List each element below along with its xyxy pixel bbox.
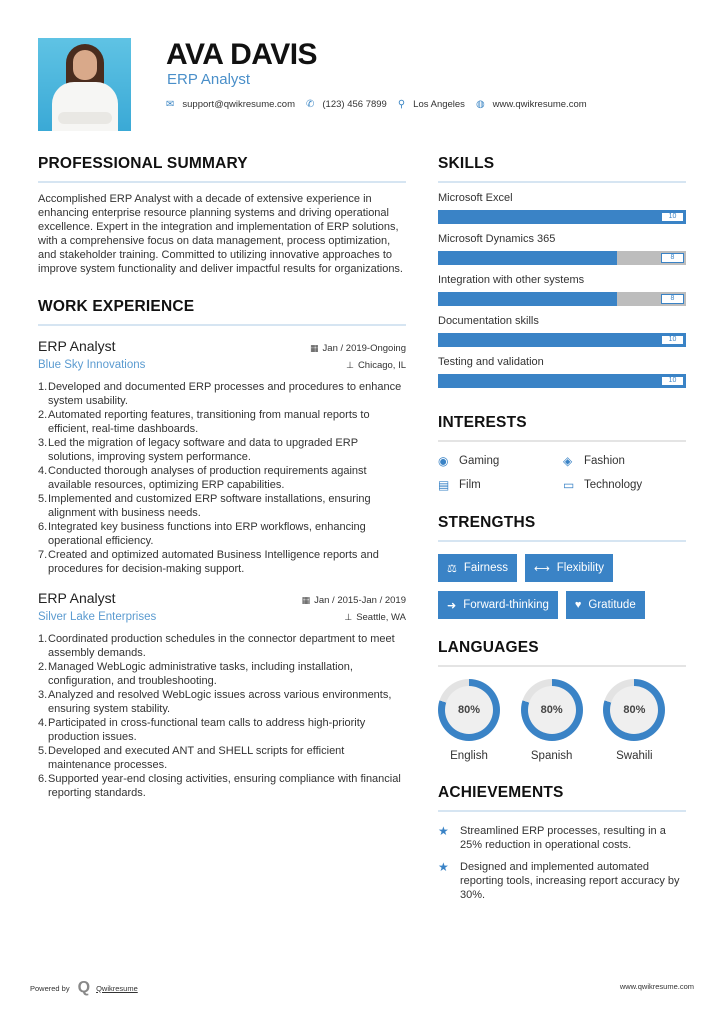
job-title: ERP Analyst: [38, 338, 116, 354]
contact-email[interactable]: support@qwikresume.com: [182, 99, 295, 110]
balance-scale-icon: ⚖: [447, 562, 457, 575]
section-title: STRENGTHS: [438, 514, 536, 531]
skill-item: [438, 274, 686, 306]
skill-bar: [438, 251, 686, 265]
progress-ring: 80%: [603, 679, 665, 741]
company-name: Blue Sky Innovations: [38, 359, 146, 371]
section-title: PROFESSIONAL SUMMARY: [38, 155, 248, 172]
company-name: Silver Lake Enterprises: [38, 611, 157, 623]
list-item: 1. Coordinated production schedules in the connector department to meet assembly demands.: [38, 633, 395, 659]
strength-chip: ⚖ Fairness: [438, 554, 517, 582]
list-item: 2. Automated reporting features, transitioning from manual reports to efficient, real-time dashboards.: [38, 409, 370, 435]
section-title: ACHIEVEMENTS: [438, 784, 564, 801]
section-divider: [438, 440, 686, 442]
skill-bar: [438, 333, 686, 347]
achievement-item: ★ Designed and implemented automated reporting tools, increasing report accuracy by 30%.: [438, 860, 680, 901]
skill-value: 10: [661, 212, 684, 222]
list-item: 6. Integrated key business functions into ERP workflows, enhancing operational efficiency.: [38, 521, 366, 547]
interests-section: [438, 414, 686, 492]
skill-item: [438, 233, 686, 265]
skill-label: Integration with other systems: [438, 274, 585, 286]
skill-value: 10: [661, 335, 684, 345]
calendar-icon: ▦: [301, 595, 311, 605]
progress-ring: 80%: [521, 679, 583, 741]
arrows-horizontal-icon: ⟷: [533, 562, 550, 575]
language-item: [438, 679, 521, 762]
job-location: Chicago, IL: [357, 360, 406, 371]
contact-website[interactable]: www.qwikresume.com: [492, 99, 587, 110]
profile-photo: [38, 38, 131, 131]
candidate-role: ERP Analyst: [167, 71, 251, 88]
list-item: 2. Managed WebLogic administrative tasks, including installation, configuration, and troubleshooting.: [38, 661, 353, 687]
skill-label: Testing and validation: [438, 356, 544, 368]
list-item: 6. Supported year-end closing activities, ensuring compliance with financial reporting standards.: [38, 773, 401, 799]
job-entry: [38, 338, 406, 576]
star-icon: ★: [438, 860, 449, 874]
star-icon: ★: [438, 824, 449, 838]
strength-chip: ➜ Forward-thinking: [438, 591, 558, 619]
achievements-section: [438, 784, 686, 902]
film-icon: ▤: [438, 478, 450, 492]
duty-list: [38, 632, 406, 800]
pushpin-icon: ⊥: [346, 360, 354, 370]
shopping-bag-icon: ◈: [563, 454, 573, 468]
contact-phone[interactable]: (123) 456 7899: [322, 99, 387, 110]
gamepad-icon: ◉: [438, 454, 449, 468]
skill-value: 10: [661, 376, 684, 386]
section-divider: [438, 540, 686, 542]
qwikresume-logo-icon: Q: [77, 979, 91, 996]
language-name: Swahili: [616, 750, 653, 762]
section-divider: [438, 665, 686, 667]
strengths-section: [438, 514, 686, 619]
job-date: Jan / 2015-Jan / 2019: [314, 595, 406, 606]
languages-section: [438, 639, 686, 762]
skill-item: [438, 356, 686, 388]
list-item: 3. Led the migration of legacy software and data to upgraded ERP solutions, improving system performance.: [38, 437, 358, 463]
job-location: Seattle, WA: [356, 612, 406, 623]
footer-powered-by: [30, 979, 138, 997]
summary-section: [38, 155, 406, 276]
contact-bar: [166, 99, 598, 110]
interest-item: ▭ Technology: [563, 478, 643, 492]
envelope-icon: ✉: [166, 99, 175, 110]
right-column: [438, 155, 686, 910]
contact-location: Los Angeles: [413, 99, 465, 110]
list-item: 7. Created and optimized automated Business Intelligence reports and procedures for decision-making support.: [38, 549, 379, 575]
list-item: 5. Developed and executed ANT and SHELL scripts for efficient maintenance processes.: [38, 745, 345, 771]
calendar-icon: ▦: [310, 343, 319, 353]
interest-item: ◉ Gaming: [438, 454, 500, 468]
duty-list: [38, 380, 406, 576]
pushpin-icon: ⊥: [344, 612, 353, 622]
section-title: INTERESTS: [438, 414, 527, 431]
skill-label: Microsoft Dynamics 365: [438, 233, 556, 245]
skill-bar: [438, 374, 686, 388]
footer-website[interactable]: www.qwikresume.com: [619, 982, 694, 991]
skill-value: 8: [661, 294, 684, 304]
heart-icon: ♥: [574, 599, 582, 611]
arrow-right-icon: ➜: [447, 599, 457, 612]
list-item: 1. Developed and documented ERP processes and procedures to enhance system usability.: [38, 381, 402, 407]
language-name: English: [450, 750, 488, 762]
globe-icon: ◍: [475, 99, 485, 110]
powered-by-label: Powered by: [30, 983, 70, 993]
summary-text: Accomplished ERP Analyst with a decade of extensive experience in enhancing enterprise resource planning systems and driving operational excellence. Expert in the integration and implementation of ERP solutions, with a comprehensive focus on data management, process optimization, and stakeholder training. Committed to utilizing innovative approaches to improve system functionality and deliver impactful results for organizations.: [38, 193, 403, 275]
skill-item: [438, 192, 686, 224]
section-divider: [38, 181, 406, 183]
section-divider: [438, 810, 686, 812]
skill-value: 8: [661, 253, 684, 263]
language-name: Spanish: [530, 750, 573, 762]
skill-label: Microsoft Excel: [438, 192, 513, 204]
laptop-icon: ▭: [563, 478, 575, 492]
phone-icon: ✆: [306, 99, 315, 110]
list-item: 3. Analyzed and resolved WebLogic issues across various environments, ensuring system stability.: [38, 689, 392, 715]
section-title: SKILLS: [438, 155, 495, 172]
job-title: ERP Analyst: [38, 590, 116, 606]
progress-ring: 80%: [438, 679, 500, 741]
list-item: 5. Implemented and customized ERP software installations, ensuring alignment with business needs.: [38, 493, 371, 519]
language-item: [521, 679, 604, 762]
list-item: 4. Conducted thorough analyses of production requirements against available resources, optimizing ERP capabilities.: [38, 465, 367, 491]
achievement-item: ★ Streamlined ERP processes, resulting in a 25% reduction in operational costs.: [438, 824, 666, 851]
skills-section: [438, 155, 686, 388]
left-column: [38, 155, 406, 800]
job-date: Jan / 2019-Ongoing: [322, 343, 406, 354]
section-title: LANGUAGES: [438, 639, 539, 656]
strength-chip: ♥ Gratitude: [566, 591, 645, 619]
list-item: 4. Participated in cross-functional team calls to address high-priority production issues.: [38, 717, 366, 743]
language-item: [603, 679, 686, 762]
skill-bar: [438, 210, 686, 224]
skill-label: Documentation skills: [438, 315, 539, 327]
experience-section: [38, 298, 406, 800]
brand-link[interactable]: Qwikresume: [96, 983, 138, 993]
skill-bar: [438, 292, 686, 306]
strength-chip: ⟷ Flexibility: [525, 554, 613, 582]
job-entry: [38, 590, 406, 800]
candidate-name: AVA DAVIS: [166, 38, 318, 71]
location-pin-icon: ⚲: [397, 99, 406, 110]
section-divider: [438, 181, 686, 183]
interest-item: ▤ Film: [438, 478, 481, 492]
section-divider: [38, 324, 406, 326]
interest-item: ◈ Fashion: [563, 454, 625, 468]
section-title: WORK EXPERIENCE: [38, 298, 195, 315]
skill-item: [438, 315, 686, 347]
